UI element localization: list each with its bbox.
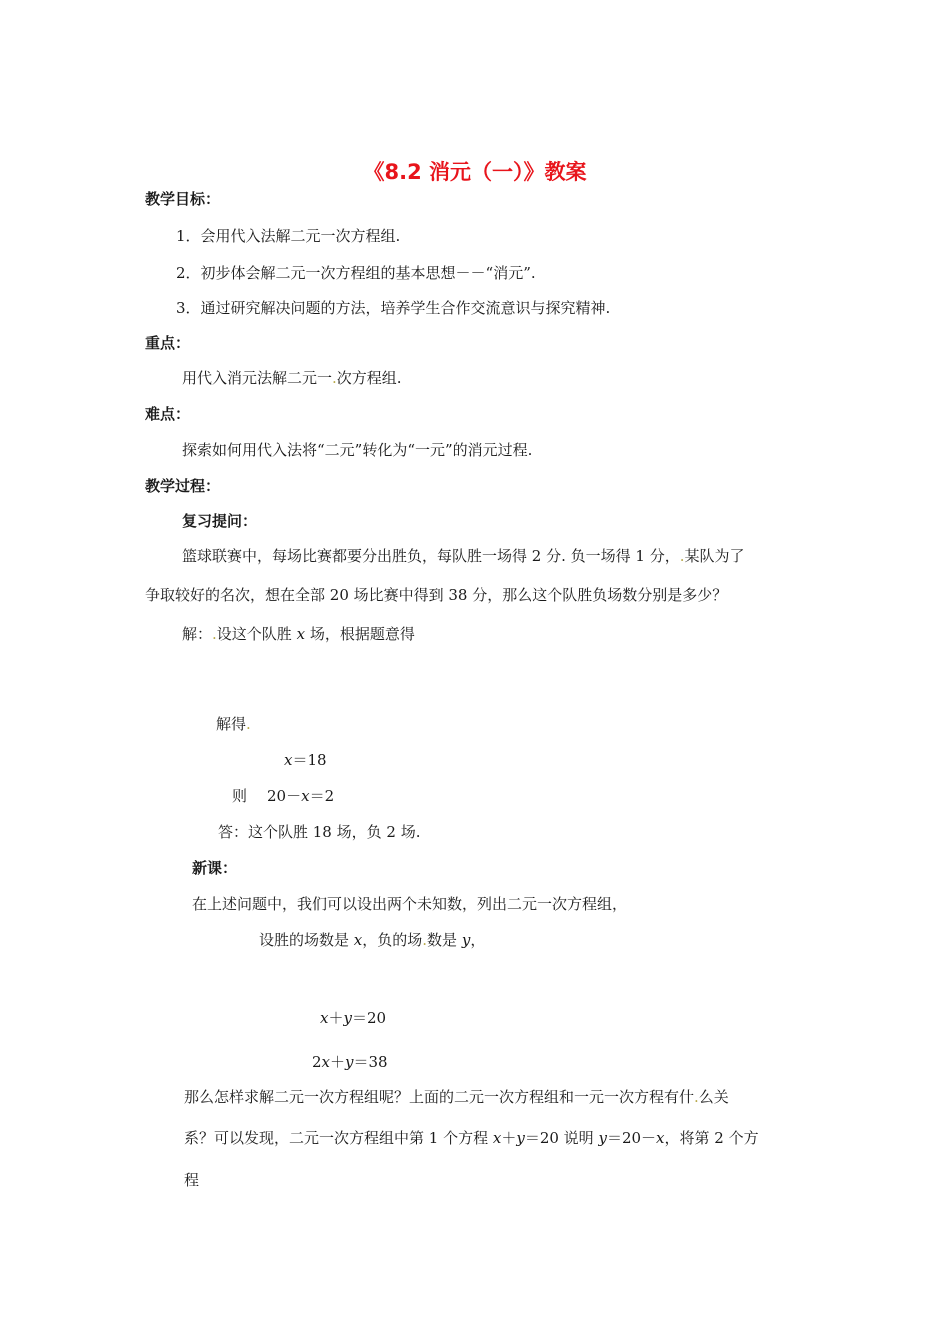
process-heading: 教学过程：	[145, 477, 221, 495]
let-variables: 设胜的场数是 x，负的场.数是 y，	[259, 931, 486, 949]
key-point-text: 用代入消元法解二元一.次方程组.	[182, 369, 402, 387]
objective-item-2: 2．初步体会解二元一次方程组的基本思想－－“消元”.	[176, 264, 536, 282]
objectives-heading: 教学目标：	[145, 190, 221, 208]
paragraph-line-3: 程	[184, 1171, 200, 1189]
equation-2: 2x＋y＝38	[312, 1053, 388, 1071]
objective-item-3: 3．通过研究解决问题的方法，培养学生合作交流意识与探究精神.	[176, 299, 611, 317]
difficulty-text: 探索如何用代入法将“二元”转化为“一元”的消元过程.	[182, 441, 533, 459]
key-point-heading: 重点：	[145, 334, 191, 352]
problem-line-2: 争取较好的名次，想在全部 20 场比赛中得到 38 分，那么这个队胜负场数分别是多少？	[145, 586, 728, 604]
x-value: x＝18	[284, 751, 327, 769]
paragraph-line-2: 系？可以发现，二元一次方程组中第 1 个方程 x＋y＝20 说明 y＝20－x，将第 2 个方	[184, 1129, 759, 1147]
problem-line-1: 篮球联赛中，每场比赛都要分出胜负，每队胜一场得 2 分. 负一场得 1 分，.某队为了	[182, 547, 745, 565]
difficulty-heading: 难点：	[145, 405, 191, 423]
equation-1: x＋y＝20	[320, 1009, 387, 1027]
solution-setup: 解：.设这个队胜 x 场，根据题意得	[182, 625, 415, 643]
then-line: 则 20－x＝2	[232, 787, 335, 805]
solved-label: 解得.	[216, 715, 251, 733]
stray-dot: .	[332, 369, 337, 387]
new-lesson-intro: 在上述问题中，我们可以设出两个未知数，列出二元一次方程组，	[192, 895, 628, 913]
new-lesson-heading: 新课：	[192, 859, 238, 877]
paragraph-line-1: 那么怎样求解二元一次方程组呢？上面的二元一次方程组和一元一次方程有什.么关	[184, 1088, 729, 1106]
review-heading: 复习提问：	[182, 512, 258, 530]
page-title: 《8.2 消元（一）》教案	[363, 160, 587, 184]
answer-line: 答：这个队胜 18 场，负 2 场.	[218, 823, 421, 841]
objective-item-1: 1．会用代入法解二元一次方程组.	[176, 227, 401, 245]
